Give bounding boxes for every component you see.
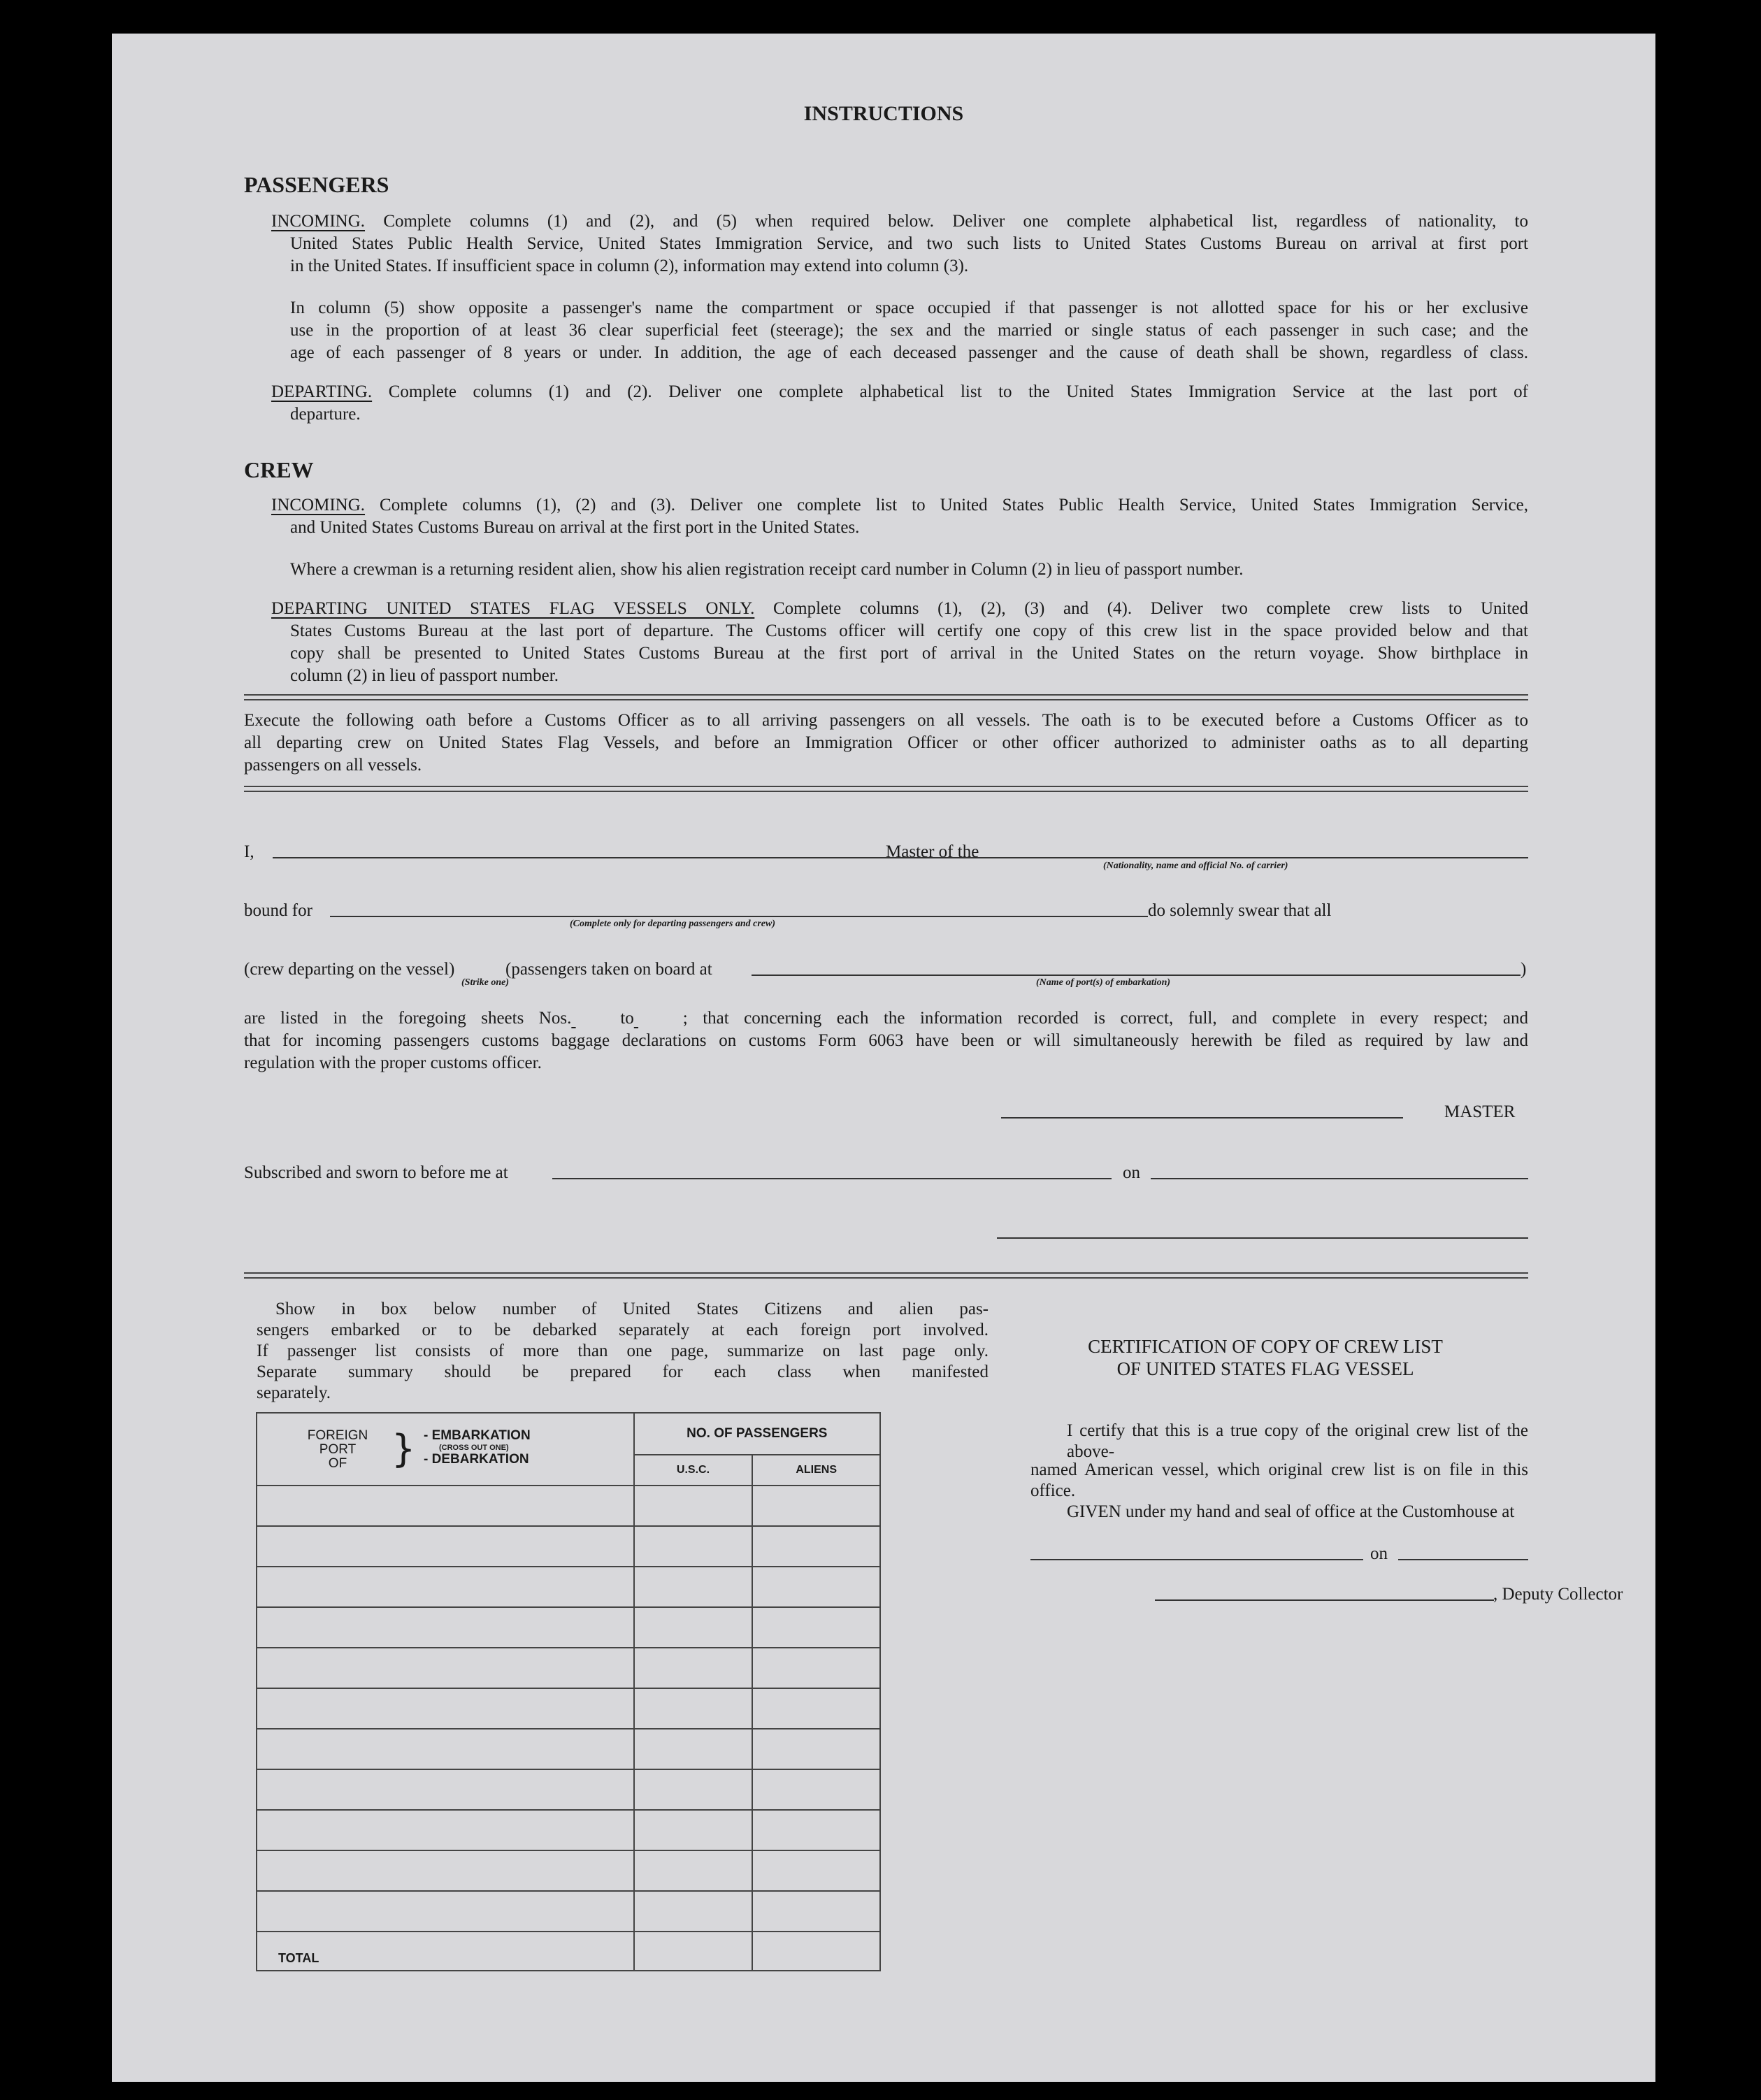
certify-line1: I certify that this is a true copy of the original crew list of the above-	[1067, 1421, 1528, 1461]
crew-departing-line1	[271, 598, 1528, 619]
usc-header: U.S.C.	[634, 1455, 753, 1486]
aliens-cell[interactable]	[752, 1526, 880, 1567]
table-row	[257, 1526, 880, 1567]
port-cell[interactable]	[257, 1688, 634, 1729]
divider	[244, 694, 1528, 700]
summary-intro-line2: sengers embarked or to be debarked separately at each foreign port involved.	[257, 1321, 989, 1339]
crew-incoming-label: INCOMING.	[271, 496, 366, 515]
table-row	[257, 1688, 880, 1729]
certification-title-line1: CERTIFICATION OF COPY OF CREW LIST	[1088, 1336, 1443, 1357]
port-cell[interactable]	[257, 1891, 634, 1932]
aliens-cell[interactable]	[752, 1486, 880, 1526]
port-cell[interactable]	[257, 1810, 634, 1850]
aliens-cell[interactable]	[752, 1850, 880, 1891]
customhouse-place-field[interactable]	[1030, 1559, 1363, 1560]
subscribed-date-field[interactable]	[1151, 1178, 1528, 1179]
master-label: MASTER	[1444, 1102, 1516, 1121]
aliens-cell[interactable]	[752, 1729, 880, 1769]
usc-cell[interactable]	[634, 1567, 753, 1607]
table-row	[257, 1648, 880, 1688]
passengers-departing-text1: Complete columns (1) and (2). Deliver one complete alphabetical list to the United States Immigration Service at the last port of	[388, 382, 1529, 401]
passengers-taken-option[interactable]: (passengers taken on board at	[505, 960, 712, 979]
passengers-departing-label: DEPARTING.	[271, 382, 373, 401]
column5-line1: In column (5) show opposite a passenger's name the compartment or space occupied if that passenger is not allotted space for his or her exclusive	[290, 299, 1528, 317]
subscribed-on-label: on	[1123, 1163, 1140, 1182]
crew-departing-option[interactable]: (crew departing on the vessel)	[244, 960, 455, 979]
subscribed-label: Subscribed and sworn to before me at	[244, 1163, 508, 1182]
crew-departing-line4: column (2) in lieu of passport number.	[290, 666, 559, 685]
crew-resident-alien: Where a crewman is a returning resident alien, show his alien registration receipt card number in Column (2) in lieu of passport number.	[290, 560, 1244, 579]
sheets-label: are listed in the foregoing sheets Nos.	[244, 1009, 572, 1028]
aliens-cell[interactable]	[752, 1810, 880, 1850]
aliens-cell[interactable]	[752, 1567, 880, 1607]
given-under-hand: GIVEN under my hand and seal of office at the Customhouse at	[1067, 1502, 1515, 1521]
usc-cell[interactable]	[634, 1607, 753, 1648]
embarkation-label: - EMBARKATION	[424, 1428, 531, 1443]
total-label: TOTAL	[257, 1932, 634, 1971]
swear-text: do solemnly swear that all	[1148, 901, 1332, 920]
aliens-cell[interactable]	[752, 1648, 880, 1688]
port-header	[257, 1413, 634, 1486]
table-row	[257, 1850, 880, 1891]
strike-one-caption: (Strike one)	[461, 977, 510, 988]
crew-incoming-text1: Complete columns (1), (2) and (3). Deliver one complete list to United States Public Health Service, United States Immigration Service,	[380, 496, 1528, 515]
oath-intro-line3: passengers on all vessels.	[244, 756, 422, 775]
usc-cell[interactable]	[634, 1648, 753, 1688]
port-cell[interactable]	[257, 1526, 634, 1567]
close-paren: )	[1521, 960, 1527, 979]
passengers-heading: PASSENGERS	[244, 172, 389, 197]
total-row	[257, 1932, 880, 1971]
usc-cell[interactable]	[634, 1769, 753, 1810]
table-row	[257, 1769, 880, 1810]
table-row	[257, 1810, 880, 1850]
bound-for-caption: (Complete only for departing passengers and crew)	[570, 919, 775, 929]
passengers-incoming-label: INCOMING.	[271, 212, 366, 231]
crew-heading: CREW	[244, 457, 314, 482]
port-cell[interactable]	[257, 1486, 634, 1526]
oath-intro-line2: all departing crew on United States Flag Vessels, and before an Immigration Officer or other officer authorized to administer oaths as to all departing	[244, 733, 1528, 752]
summary-intro-line3: If passenger list consists of more than one page, summarize on last page only.	[257, 1342, 989, 1360]
port-cell[interactable]	[257, 1729, 634, 1769]
certify-line2: named American vessel, which original crew list is on file in this office.	[1030, 1460, 1528, 1500]
usc-cell[interactable]	[634, 1688, 753, 1729]
embarkation-port-caption: (Name of port(s) of embarkation)	[1036, 977, 1171, 988]
summary-intro-line5: separately.	[257, 1383, 331, 1402]
port-cell[interactable]	[257, 1850, 634, 1891]
total-usc-cell[interactable]	[634, 1932, 753, 1971]
oath-intro-line1: Execute the following oath before a Customs Officer as to all arriving passengers on all vessels. The oath is to be executed before a Customs Officer as to	[244, 711, 1528, 730]
certification-date-field[interactable]	[1398, 1559, 1528, 1560]
aliens-cell[interactable]	[752, 1891, 880, 1932]
cross-out-label: (CROSS OUT ONE)	[439, 1444, 509, 1452]
divider	[244, 786, 1528, 792]
passengers-departing-line2: departure.	[290, 405, 361, 424]
summary-intro-line1: Show in box below number of United States Citizens and alien pas-	[275, 1300, 989, 1318]
passengers-departing-line1	[271, 382, 1528, 403]
sheets-line1	[244, 1008, 1528, 1029]
table-row	[257, 1729, 880, 1769]
master-signature-field[interactable]	[1001, 1117, 1403, 1119]
crew-departing-text1: Complete columns (1), (2), (3) and (4). Deliver two complete crew lists to United	[772, 599, 1528, 618]
usc-cell[interactable]	[634, 1891, 753, 1932]
passengers-incoming-line3: in the United States. If insufficient space in column (2), information may extend into column (3).	[290, 257, 969, 275]
carrier-caption: (Nationality, name and official No. of carrier)	[1103, 861, 1288, 871]
usc-cell[interactable]	[634, 1486, 753, 1526]
certification-title-line2: OF UNITED STATES FLAG VESSEL	[1116, 1358, 1414, 1379]
sheets-line3: regulation with the proper customs officer.	[244, 1053, 542, 1072]
sheets-line2: that for incoming passengers customs baggage declarations on customs Form 6063 have been or will simultaneously herewith be filed as required by law and	[244, 1031, 1528, 1050]
aliens-header: ALIENS	[752, 1455, 880, 1486]
passengers-incoming-line2: United States Public Health Service, United States Immigration Service, and two such lists to United States Customs Bureau on arrival at first port	[290, 234, 1528, 253]
passengers-incoming-line1	[271, 211, 1528, 232]
total-aliens-cell[interactable]	[752, 1932, 880, 1971]
crew-incoming-line1	[271, 495, 1528, 516]
bound-for-field[interactable]	[330, 916, 1148, 917]
aliens-cell[interactable]	[752, 1607, 880, 1648]
table-row	[257, 1486, 880, 1526]
port-label: PORT	[319, 1442, 357, 1457]
port-cell[interactable]	[257, 1607, 634, 1648]
deputy-signature-field[interactable]	[1155, 1599, 1494, 1601]
port-cell[interactable]	[257, 1769, 634, 1810]
aliens-cell[interactable]	[752, 1769, 880, 1810]
document-page	[112, 34, 1655, 2082]
sheets-from-field[interactable]	[571, 1008, 620, 1029]
table-row	[257, 1891, 880, 1932]
embarkation-port-field[interactable]	[752, 975, 1521, 976]
column5-line3: age of each passenger of 8 years or under. In addition, the age of each deceased passenger and the cause of death shall be shown, regardless of class.	[290, 343, 1528, 362]
page-title: INSTRUCTIONS	[803, 102, 964, 125]
usc-cell[interactable]	[634, 1729, 753, 1769]
of-label: OF	[328, 1456, 347, 1471]
column5-line2: use in the proportion of at least 36 clear superficial feet (steerage); the sex and the married or single status of each passenger in such case; and the	[290, 321, 1528, 340]
foreign-label: FOREIGN	[307, 1428, 368, 1443]
table-row	[257, 1567, 880, 1607]
bound-for-label: bound for	[244, 901, 312, 920]
sheets-to-field[interactable]	[634, 1008, 683, 1029]
crew-incoming-line2: and United States Customs Bureau on arrival at the first port in the United States.	[290, 518, 860, 537]
table-row	[257, 1607, 880, 1648]
carrier-field[interactable]	[997, 857, 1528, 858]
brace-icon: }	[391, 1427, 416, 1471]
sheets-to-label: to	[620, 1009, 634, 1028]
aliens-cell[interactable]	[752, 1688, 880, 1729]
subscribed-place-field[interactable]	[552, 1178, 1112, 1179]
port-cell[interactable]	[257, 1648, 634, 1688]
crew-departing-line2: States Customs Bureau at the last port of departure. The Customs officer will certify one copy of this crew list in the space provided below and that	[290, 621, 1528, 640]
usc-cell[interactable]	[634, 1810, 753, 1850]
certification-on-label: on	[1370, 1544, 1388, 1563]
usc-cell[interactable]	[634, 1850, 753, 1891]
passenger-summary-table	[256, 1412, 881, 1971]
crew-departing-line3: copy shall be presented to United States Customs Bureau at the first port of arrival in the United States on the return voyage. Show birthplace in	[290, 644, 1528, 663]
passengers-incoming-text1: Complete columns (1) and (2), and (5) when required below. Deliver one complete alphabetical list, regardless of nationality, to	[383, 212, 1529, 231]
crew-departing-label: DEPARTING UNITED STATES FLAG VESSELS ONLY.	[271, 599, 755, 618]
no-of-passengers-header: NO. OF PASSENGERS	[634, 1413, 880, 1455]
oath-i: I,	[244, 842, 254, 861]
master-of-the-label: Master of the	[886, 842, 979, 861]
deputy-collector-label: , Deputy Collector	[1493, 1585, 1623, 1604]
port-cell[interactable]	[257, 1567, 634, 1607]
sheets-text: ; that concerning each the information recorded is correct, full, and complete in every respect; and	[682, 1009, 1528, 1028]
divider	[244, 1272, 1528, 1279]
usc-cell[interactable]	[634, 1526, 753, 1567]
debarkation-label: - DEBARKATION	[424, 1452, 529, 1467]
officer-signature-field[interactable]	[997, 1237, 1528, 1239]
summary-intro-line4: Separate summary should be prepared for each class when manifested	[257, 1362, 989, 1381]
